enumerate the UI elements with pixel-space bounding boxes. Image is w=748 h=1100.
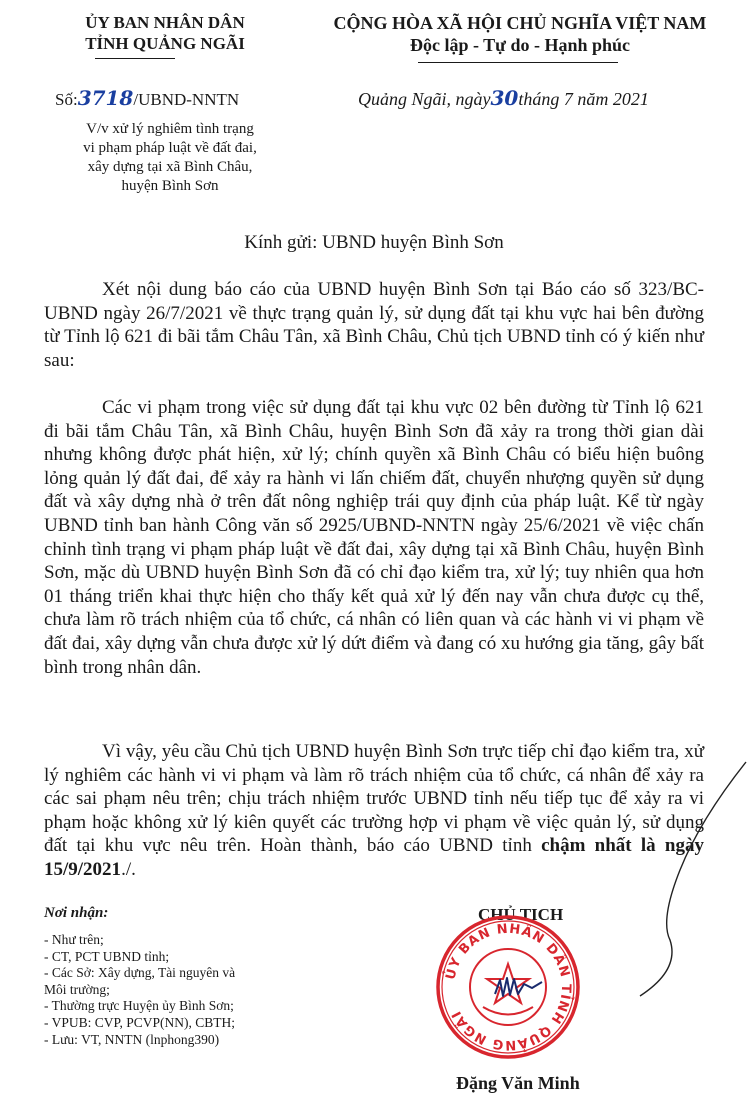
list-item: - Như trên; xyxy=(44,932,104,947)
recipients-title: Nơi nhận: xyxy=(44,905,109,921)
list-item: Môi trường; xyxy=(44,981,110,997)
addressee: Kính gửi: UBND huyện Bình Sơn xyxy=(244,232,504,253)
list-item: - Các Sở: Xây dựng, Tài nguyên và xyxy=(44,965,236,981)
body-paragraph-2: Các vi phạm trong việc sử dụng đất tại khu vực 02 bên đường từ Tỉnh lộ 621 đi bãi tắm Châu Tân, xã Bình Châu, huyện Bình Sơn đã xảy ra trong thời gian dài nhưng không được phát hiện, xử lý; chính quyền xã Bình Châu có biểu hiện buông lỏng quản lý đất đai, để xảy ra hành vi lấn chiếm đất, chuyển nhượng quyền sử dụng đất và xây dựng nhà ở trên đất nông nghiệp trái quy định của pháp luật. Kể từ ngày UBND tỉnh ban hành Công văn số 2925/UBND-NNTN ngày 25/6/2021 về việc chấn chỉnh tình trạng vi phạm pháp luật về đất đai, xây dựng tại xã Bình Châu, huyện Bình Sơn, mặc dù UBND huyện Bình Sơn đã có chỉ đạo kiểm tra, xử lý; tuy nhiên qua hơn 01 tháng triển khai thực hiện cho thấy kết quả xử lý đến nay vẫn chưa được cụ thể, chưa làm rõ trách nhiệm của tổ chức, cá nhân có liên quan và các hành vi vi phạm về đất đai, xây dựng vẫn chưa được xử lý dứt điểm và đang có xu hướng gia tăng, gây bất bình trong nhân dân. xyxy=(44,397,704,678)
list-item: - CT, PCT UBND tỉnh; xyxy=(44,948,170,964)
date-prefix: Quảng Ngãi, ngày xyxy=(358,89,491,109)
emblem-base-icon xyxy=(483,1007,533,1015)
signer-name: Đặng Văn Minh xyxy=(456,1073,580,1093)
document-date xyxy=(358,86,649,110)
doc-number-prefix: Số: xyxy=(55,90,78,109)
agency-line-2: TỈNH QUẢNG NGÃI xyxy=(85,34,245,53)
national-header xyxy=(300,12,740,56)
seal-text: ỦY BAN NHÂN DÂN TỈNH QUẢNG NGÃI xyxy=(443,921,574,1053)
subject-line: huyện Bình Sơn xyxy=(121,178,219,194)
subject-line: xây dựng tại xã Bình Châu, xyxy=(87,159,253,175)
country-motto: Độc lập - Tự do - Hạnh phúc xyxy=(409,35,631,55)
body-paragraph-1: Xét nội dung báo cáo của UBND huyện Bình Sơn tại Báo cáo số 323/BC-UBND ngày 26/7/2021 về thực trạng quản lý, sử dụng đất tại khu vực hai bên đường từ Tỉnh lộ 621 đi bãi tắm Châu Tân, xã Bình Châu, Chủ tịch UBND tỉnh có ý kiến như sau: xyxy=(44,279,704,371)
recipients-list xyxy=(44,932,344,1048)
issuing-agency xyxy=(40,12,290,54)
subject-block xyxy=(40,120,300,196)
date-suffix: tháng 7 năm 2021 xyxy=(518,89,649,109)
subject-line: V/v xử lý nghiêm tình trạng xyxy=(86,121,254,137)
agency-underline xyxy=(95,58,175,59)
country-name: CỘNG HÒA XÃ HỘI CHỦ NGHĨA VIỆT NAM xyxy=(333,13,707,33)
subject-line: vi phạm pháp luật về đất đai, xyxy=(83,140,257,156)
agency-line-1: ỦY BAN NHÂN DÂN xyxy=(85,13,245,32)
list-item: - Lưu: VT, NNTN (lnphong390) xyxy=(44,1031,220,1047)
deadline: chậm nhất là ngày 15/9/2021 xyxy=(44,835,704,880)
list-item: - VPUB: CVP, PCVP(NN), CBTH; xyxy=(44,1014,236,1030)
doc-number-suffix: /UBND-NNTN xyxy=(133,90,240,109)
pen-stroke-mark xyxy=(600,760,748,1000)
official-seal xyxy=(433,912,583,1062)
signer-title: CHỦ TỊCH xyxy=(478,905,564,924)
doc-number-handwritten: 3718 xyxy=(77,86,134,110)
p3-main: Vì vậy, yêu cầu Chủ tịch UBND huyện Bình Sơn trực tiếp chỉ đạo kiểm tra, xử lý nghiêm các hành vi vi phạm và làm rõ trách nhiệm của tổ chức, cá nhân để xảy ra các sai phạm nêu trên; chịu trách nhiệm trước UBND tỉnh nếu tiếp tục để xảy ra vi phạm hoặc không xử lý kiên quyết các trường hợp vi phạm về việc quản lý, sử dụng đất tại khu vực nêu trên. Hoàn thành, báo cáo UBND tỉnh xyxy=(44,741,704,857)
p3-end: ./. xyxy=(121,858,136,880)
stroke-line xyxy=(640,762,746,996)
motto-underline xyxy=(418,62,618,63)
list-item: - Thường trực Huyện ủy Bình Sơn; xyxy=(44,998,234,1014)
document-number xyxy=(55,86,239,110)
date-day-handwritten: 30 xyxy=(490,86,519,110)
